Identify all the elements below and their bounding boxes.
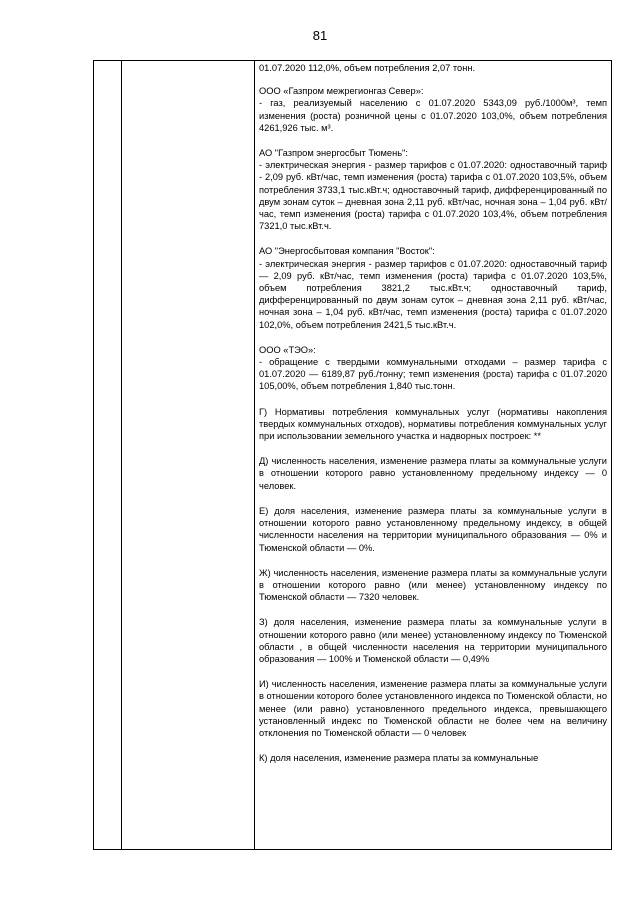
paragraph-gas-tariff: - газ, реализуемый населению с 01.07.2020 5343,09 руб./1000м³, темп изменения (роста) розничной цены с 01.07.2020 103,0%, объем потребления 4261,926 тыс. м³. [259, 98, 607, 133]
paragraph-k-share: К) доля населения, изменение размера платы за коммунальные [259, 753, 539, 764]
paragraph-e-share: Е) доля населения, изменение размера платы за коммунальные услуги в отношении которого равно установленному предельному индексу, в общей численности населения на территории муниципального образования — 0% и Тюменской области — 0%. [259, 505, 607, 553]
heading-vostok: АО "Энергосбытовая компания "Восток": [259, 246, 435, 257]
heading-teo: ООО «ТЭО»: [259, 344, 316, 355]
heading-gazprom-energosbyt: АО "Газпром энергосбыт Тюмень": [259, 148, 408, 159]
paragraph-waste-tariff: - обращение с твердыми коммунальными отходами – размер тарифа с 01.07.2020 — 6189,87 руб./тонну; темп изменения (роста) тарифа с 01.07.2020 105,00%, объем потребления 1,840 тыс.тонн. [259, 357, 607, 392]
table-cell-content [259, 62, 607, 777]
paragraph-g-norms: Г) Нормативы потребления коммунальных услуг (нормативы накопления твердых коммунальных отходов), нормативы потребления коммунальных услуг при использовании земельного участка и надворных построек: ** [259, 406, 607, 442]
page-number: 81 [312, 28, 328, 43]
paragraph-zh-population: Ж) численность населения, изменение размера платы за коммунальные услуги в отношении которого равно (или менее) установленному индексу по Тюменской области — 7320 человек. [259, 567, 607, 603]
paragraph-d-population: Д) численность населения, изменение размера платы за коммунальные услуги в отношении которого равно установленному предельному индексу — 0 человек. [259, 456, 607, 491]
column-divider-1 [121, 61, 122, 849]
column-divider-2 [254, 61, 255, 849]
paragraph-i-population: И) численность населения, изменение размера платы за коммунальные услуги в отношении которого более установленного индекса по Тюменской области, но менее (или равно) установленного предельного индекса, превышающего установленный индекс по Тюменской области не более чем на величину отклонения по Тюменской области — 0 человек [259, 679, 607, 738]
heading-gazprom-mezhregiongaz: ООО «Газпром межрегионгаз Север»: [259, 86, 424, 97]
document-table [93, 60, 612, 850]
paragraph-z-share: З) доля населения, изменение размера платы за коммунальные услуги в отношении которого равно (или менее) установленному индексу по Тюменской области , в общей численности населения на территории муниципального образования — 100% и Тюменской области — 0,49% [259, 617, 607, 664]
paragraph-electricity-vostok: - электрическая энергия - размер тарифов с 01.07.2020: одноставочный тариф — 2,09 руб. кВт/час, темп изменения (роста) тарифа с 01.07.2020 103,5%, объем потребления 3821,2 тыс.кВт.ч; одноставочный тариф, дифференцированный по двум зонам суток – дневная зона 2,11 руб. кВт/час, ночная зона – 1,04 руб. кВт/час, темп изменения (роста) тарифа с 01.07.2020 102,0%, объем потребления 2421,5 тыс.кВт.ч. [259, 258, 607, 330]
paragraph-continuation: 01.07.2020 112,0%, объем потребления 2,07 тонн. [259, 63, 476, 73]
paragraph-electricity-tyumen: - электрическая энергия - размер тарифов с 01.07.2020: одноставочный тариф - 2,09 руб. кВт/час, темп изменения (роста) тарифа с 01.07.2020 103,5%, объем потребления 3733,1 тыс.кВт.ч; одноставочный тариф, дифференцированный по двум зонам суток – дневная зона 2,11 руб. кВт/час, ночная зона – 1,04 руб. кВт/час, темп изменения (роста) тарифа с 01.07.2020 103,4%, объем потребления 7321,0 тыс.кВт.ч. [259, 160, 607, 232]
